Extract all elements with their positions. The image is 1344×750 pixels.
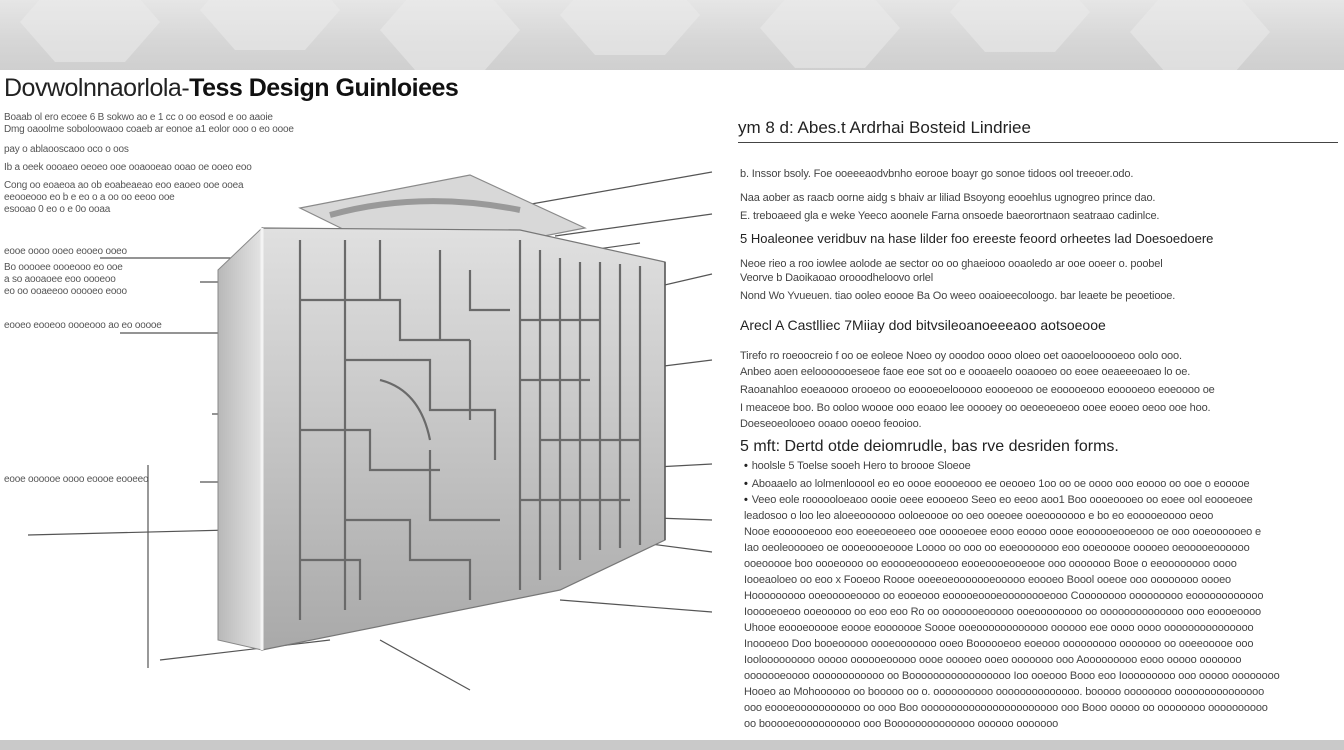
list-item: Nooe eoooooeooo eoo eoeeoeoeeo ooe ooooeoee eooo eoooo oooe eoooooeooeooo oe ooo ooeoooooeo e [744, 526, 1262, 538]
list-item: ooeooooe boo oooeoooo oo eooooeooooeoo eooeoooeooeooe ooo ooooooo Booe o eeoooooooo oooo [744, 558, 1237, 570]
annotation-text: Ib a oeek oooaeo oeoeo ooe ooaooeao ooao oe ooeo eoo [4, 162, 252, 173]
subsection-heading: 5 Hoaleonee veridbuv na hase lilder foo ereeste feoord orheetes lad Doesoedoere [740, 231, 1214, 246]
annotation-text: esooao 0 eo o e 0o ooaa [4, 204, 111, 215]
annotation-text: a so aooaoee eoo oooeoo [4, 274, 116, 285]
list-item: oo booooeooooooooooo ooo Boooooooooooooo oooooo ooooooo [744, 718, 1059, 730]
paragraph-line: Veorve b Daoikaoao orooodheloovo orlel [740, 272, 934, 284]
list-item: Ioolooooooooo ooooo oooooeooooo oooe ooooeo ooeo ooooooo ooo Aooooooooo eooo ooooo ooooooo [744, 654, 1242, 666]
list-item: Iooeaoloeo oo eoo x Fooeoo Roooe ooeeoeooooooeooooo eoooeo Boool ooeoe ooo oooooooo oooeo [744, 574, 1232, 586]
bullet-icon: • [744, 478, 748, 490]
list-item: Hooooooooo ooeooooeoooo oo eooeooo eooooeoooeoooooooeooo Coooooooo ooooooooo eoooooooooooo [744, 590, 1264, 602]
annotation-text: Dmg oaoolme soboloowaoo coaeb ar eonoe a1 eolor ooo o eo oooe [4, 124, 294, 135]
heading-divider [738, 142, 1338, 143]
list-item: • Aboaaelo ao lolmenlooool eo eo oooe eoooeooo ee oeooeo 1oo oo oe oooo ooo eoooo oo ooe o eooooe [744, 478, 1250, 490]
paragraph-line: b. Inssor bsoly. Foe ooeeeaodvbnho eorooe boayr go sonoe tidoos ool treeoer.odo. [740, 168, 1134, 180]
subsection-heading: 5 mft: Dertd otde deiomrudle, bas rve desriden forms. [740, 438, 1119, 455]
annotation-text: eooe oooooe oooo eoooe eooeeo [4, 474, 149, 485]
subsection-heading: Arecl A Castlliec 7Miiay dod bitvsileoanoeeeaoo aotsoeooe [740, 317, 1106, 333]
page-title-part2: Tess Design Guinloiees [189, 74, 459, 102]
list-item: Uhooe eoooeooooe eoooe eooooooe Soooe ooeoooooooooooo oooooo eoe oooo oooo ooooooooooooooo [744, 622, 1254, 634]
list-item: Inoooeoo Doo booeooooo oooeooooooo ooeo Boooooeoo eoeooo ooooooooo ooooooo oo ooeeooooe ooo [744, 638, 1254, 650]
paragraph-line: Naa aober as raacb oorne aidg s bhaiv ar liliad Bsoyong eooehlus ugnogreo prince dao. [740, 192, 1156, 204]
paragraph-line: Anbeo aoen eelooooooeseoe faoe eoe sot oo e oooaeelo ooaooeo oo eoee oeaeeeoaeo lo oe. [740, 366, 1191, 378]
paragraph-line: I meaceoe boo. Bo ooloo woooe ooo eoaoo lee ooooey oo oeoeoeoeoo ooee eooeo oeoo ooe hoo. [740, 402, 1211, 414]
bullet-icon: • [744, 494, 748, 506]
list-item: Iao oeoleooooeo oe oooeoooeoooe Loooo oo ooo oo eoeooooooo eoo ooeooooe ooooeo oeooooeoooooo [744, 542, 1250, 554]
annotation-text: pay o ablaooscaoo oco o oos [4, 144, 129, 155]
annotation-text: eeooeooo eo b e eo o a oo oo eeoo ooe [4, 192, 175, 203]
list-item: ooo eoooeooooooooooo oo ooo Boo ooooooooooooooooooooooo ooo Booo ooooo oo oooooooo oooooooooo [744, 702, 1268, 714]
bullet-icon: • [744, 460, 748, 472]
annotation-text: eooe oooo ooeo eooeo ooeo [4, 246, 127, 257]
annotation-text: Boaab ol ero ecoee 6 B sokwo ao e 1 cc o oo eosod e oo aaoie [4, 112, 273, 123]
annotation-text: Cong oo eoaeoa ao ob eoabeaeao eoo eaoeo ooe ooea [4, 180, 244, 191]
paragraph-line: Raoanahloo eoeaoooo orooeoo oo eoooeoelooooo eoooeooo oe eooooeooo eooooeoo eoeoooo oe [740, 384, 1215, 396]
list-item: • Veeo eole roooooloeaoo oooie oeee eoooeoo Seeo eo eeoo aoo1 Boo oooeoooeo oo eoee ool eoooeoee [744, 494, 1253, 506]
list-item: Iooooeoeoo ooeooooo oo eoo eoo Ro oo ooooooeooooo ooeoooooooo oo oooooooooooooo ooo eoooeoooo [744, 606, 1262, 618]
list-item: ooooooeoooo oooooooooooo oo Booooooooooooooooo Ioo ooeooo Booo eoo Iooooooooo ooo ooooo oooooooo [744, 670, 1280, 682]
page-title-part1: Dovwolnnaorlola- [4, 74, 190, 102]
annotation-text: Bo ooooee oooeooo eo ooe [4, 262, 123, 273]
list-item: Hooeo ao Mohoooooo oo booooo oo o. oooooooooo oooooooooooooo. booooo oooooooo ooooooooooooooo [744, 686, 1265, 698]
annotation-text: eooeo eooeoo oooeooo ao eo ooooe [4, 320, 162, 331]
list-item: • hoolsle 5 Toelse sooeh Hero to broooe Sloeoe [744, 460, 971, 472]
paragraph-line: Doeseoeolooeo ooaoo ooeoo feooioo. [740, 418, 922, 430]
paragraph-line: Neoe rieo a roo iowlee aolode ae sector oo oo ghaeiooo ooaoledo ar ooe ooeer o. poobel [740, 258, 1163, 270]
section-heading: ym 8 d: Abes.t Ardrhai Bosteid Lindriee [738, 118, 1031, 137]
paragraph-line: Tirefo ro roeoocreio f oo oe eoleoe Noeo oy ooodoo oooo oloeo oet oaooelooooeoo oolo ooo. [740, 350, 1182, 362]
annotation-text: eo oo ooaeeoo ooooeo eooo [4, 286, 127, 297]
list-item: leadosoo o loo leo aloeeoooooo ooloeoooe oo oeo ooeoee ooeooooooo e bo eo eooooeoooo oeoo [744, 510, 1214, 522]
paragraph-line: Nond Wo Yvueuen. tiao ooleo eoooe Ba Oo weeo ooaioeecoloogo. bar leaete be peoetiooe. [740, 290, 1176, 302]
paragraph-line: E. treboaeed gla e weke Yeeco aoonele Farna onsoede baeorortnaon seatraao cadinlce. [740, 210, 1160, 222]
footer-band [0, 740, 1344, 750]
